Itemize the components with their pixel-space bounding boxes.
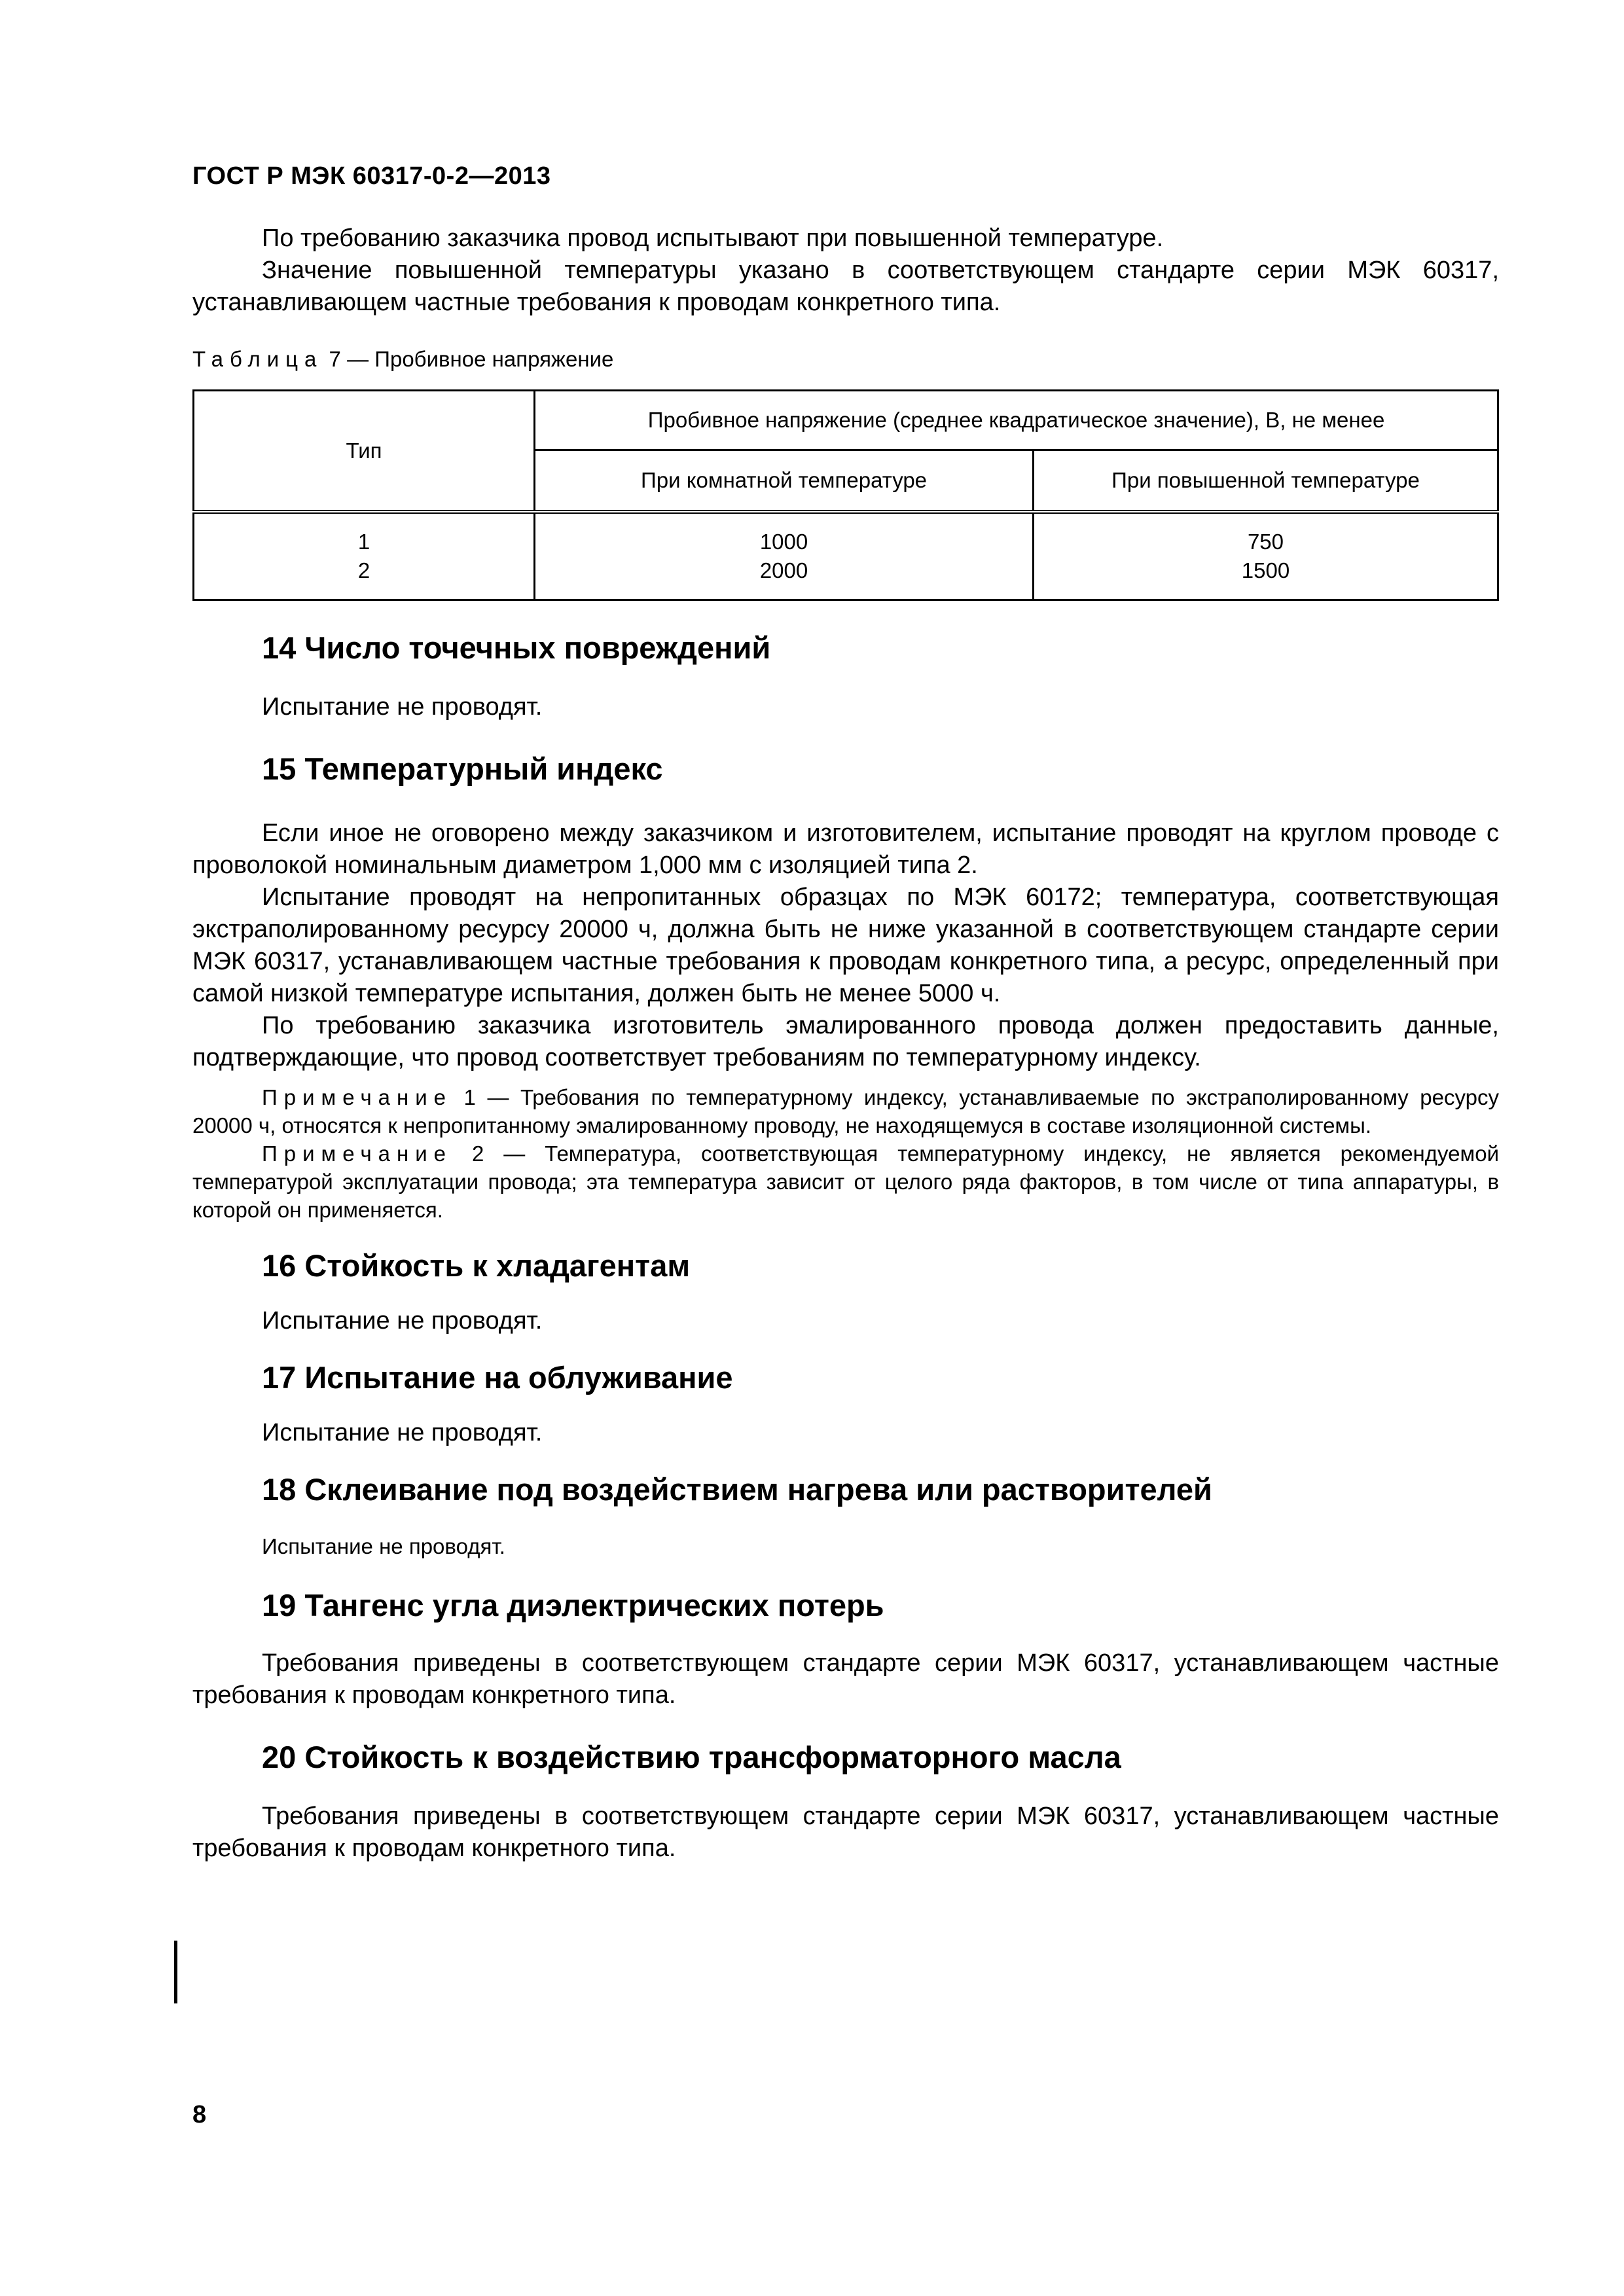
section-18-title: 18 Склеивание под воздействием нагрева или растворителей [262, 1472, 1212, 1507]
section-14-title: 14 Число точечных повреждений [262, 630, 771, 665]
note-text: 1 — Требования по температурному индексу, устанавливаемые по экстраполированному ресурсу 20000 ч, относятся к непропитанному эмалированному проводу, не находящемуся в составе изоляционной системы. [192, 1085, 1499, 1138]
section-15-paragraph-1: Если иное не оговорено между заказчиком и изготовителем, испытание проводят на круглом проводе с проволокой номинальным диаметром 1,000 мм с изоляцией типа 2. [192, 819, 1499, 879]
table-cell-room [535, 512, 1034, 600]
table-caption-label: Таблица [192, 347, 323, 371]
section-15-note-2 [192, 1139, 1499, 1224]
section-14-text: Испытание не проводят. [262, 693, 543, 721]
table-cell-types [194, 512, 535, 600]
page-number: 8 [192, 2101, 207, 2128]
table-cell: 1 [357, 529, 370, 554]
section-19-title: 19 Тангенс угла диэлектрических потерь [262, 1588, 884, 1623]
table-cell: 2 [357, 558, 370, 583]
table-header-type: Тип [194, 391, 535, 512]
section-20-text: Требования приведены в соответствующем стандарте серии МЭК 60317, устанавливающем частные требования к проводам конкретного типа. [192, 1803, 1499, 1862]
section-19-text: Требования приведены в соответствующем стандарте серии МЭК 60317, устанавливающем частные требования к проводам конкретного типа. [192, 1649, 1499, 1709]
section-15-title: 15 Температурный индекс [262, 751, 663, 786]
section-17-title: 17 Испытание на облуживание [262, 1360, 733, 1395]
section-15-paragraph-3: По требованию заказчика изготовитель эмалированного провода должен предоставить данные, подтверждающие, что провод соответствует требованиям по температурному индексу. [192, 1012, 1499, 1071]
table-cell: 750 [1247, 529, 1284, 554]
section-17-text: Испытание не проводят. [262, 1419, 543, 1446]
section-20-title: 20 Стойкость к воздействию трансформаторного масла [262, 1740, 1121, 1774]
note-text: 2 — Температура, соответствующая температурному индексу, не является рекомендуемой температурой эксплуатации провода; эта температура зависит от целого ряда факторов, в том числе от типа аппаратуры, в которой он применяется. [192, 1141, 1499, 1222]
section-16-title: 16 Стойкость к хладагентам [262, 1248, 691, 1283]
table-7 [192, 389, 1499, 601]
section-18-text: Испытание не проводят. [262, 1534, 505, 1558]
section-15-paragraph-2: Испытание проводят на непропитанных образцах по МЭК 60172; температура, соответствующая экстраполированному ресурсу 20000 ч, должна быть не ниже указанной в соответствующем стандарте серии МЭК 60317, устанавливающем частные требования к проводам конкретного типа, а ресурс, определенный при самой низкой температуре испытания, должен быть не менее 5000 ч. [192, 884, 1499, 1007]
table-header-elevated: При повышенной температуре [1033, 450, 1498, 512]
table-7-caption [192, 345, 1499, 374]
page-content [192, 223, 1499, 1865]
note-label: Примечание [262, 1085, 453, 1109]
section-15-note-1 [192, 1083, 1499, 1139]
table-cell: 1000 [759, 529, 808, 554]
table-header-group: Пробивное напряжение (среднее квадратическое значение), В, не менее [535, 391, 1498, 450]
table-caption-text: 7 — Пробивное напряжение [323, 347, 614, 371]
intro-paragraph-2: Значение повышенной температуры указано в соответствующем стандарте серии МЭК 60317, устанавливающем частные требования к проводам конкретного типа. [192, 257, 1499, 316]
table-header-room: При комнатной температуре [535, 450, 1034, 512]
section-16-text: Испытание не проводят. [262, 1307, 543, 1335]
table-cell-elevated [1033, 512, 1498, 600]
table-cell: 2000 [759, 558, 808, 583]
document-header: ГОСТ Р МЭК 60317-0-2—2013 [192, 162, 551, 190]
table-cell: 1500 [1241, 558, 1290, 583]
note-label: Примечание [262, 1141, 453, 1166]
intro-paragraph-1: По требованию заказчика провод испытывают при повышенной температуре. [262, 224, 1164, 252]
change-bar [174, 1941, 177, 2003]
